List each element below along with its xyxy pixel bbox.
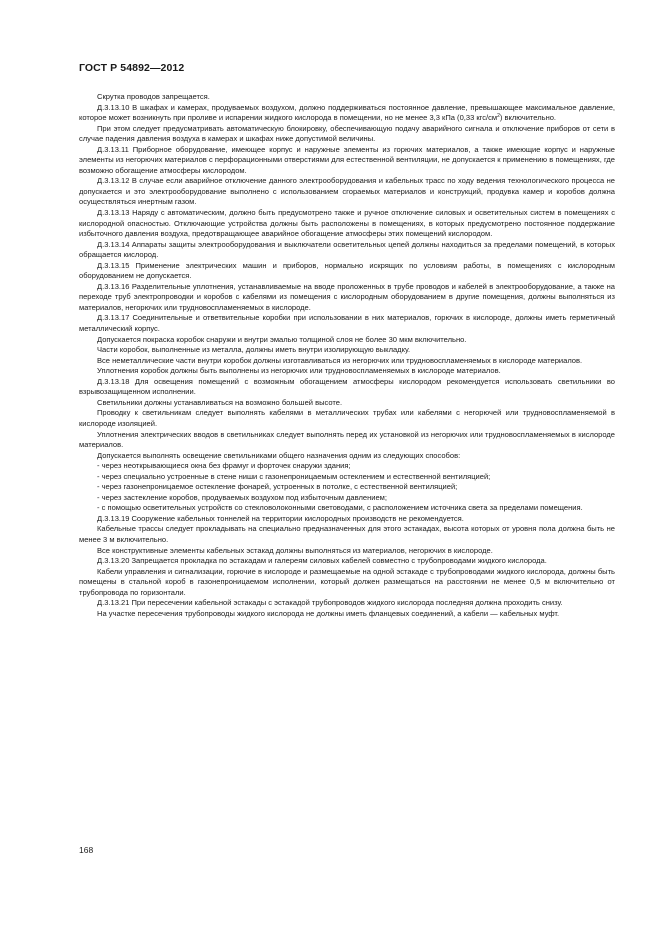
paragraph	[79, 103, 615, 124]
paragraph: Уплотнения коробок должны быть выполнены из негорючих или трудновоспламеняемых в кислороде материалов.	[97, 366, 501, 376]
document-header: ГОСТ Р 54892—2012	[79, 62, 185, 74]
paragraph: Все неметаллические части внутри коробок должны изготавливаться из негорючих или трудновоспламеняемых в кислороде материалов.	[97, 355, 583, 365]
paragraph: Уплотнения электрических вводов в светильниках следует выполнять перед их установкой из негорючих или трудновоспламеняемых в кислороде материалов.	[79, 429, 615, 450]
paragraph: Д.3.13.19 Сооружение кабельных тоннелей на территории кислородных производств не рекомендуется.	[97, 513, 464, 523]
paragraph: Допускается покраска коробок снаружи и внутри эмалью толщиной слоя не более 30 мкм включительно.	[97, 334, 467, 344]
paragraph: Д.3.13.17 Соединительные и ответвительные коробки при использовании в них материалов, горючих в кислороде, должны иметь герметичный металлический корпус.	[79, 313, 615, 334]
paragraph: Д.3.13.13 Наряду с автоматическим, должно быть предусмотрено также и ручное отключение силовых и осветительных систем в помещениях с кислородной опасностью. Отключающие устройства должны быть расположены в помещениях, в которых предусмотрено постоянное поддержание избыточного давления воздуха, предотвращающее аварийное обогащение атмосферы этих помещений кислородом.	[79, 208, 615, 239]
list-item: - через неоткрывающиеся окна без фрамуг и форточек снаружи здания;	[97, 461, 351, 471]
list-item: - через специально устроенные в стене ниши с газонепроницаемым остеклением и естественной вентиляцией;	[97, 471, 491, 481]
paragraph: Все конструктивные элементы кабельных эстакад должны выполняться из материалов, негорючих в кислороде.	[97, 545, 493, 555]
paragraph-text: Д.3.13.10 В шкафах и камерах, продуваемых воздухом, должно поддерживаться постоянное давление, превышающее максимальное давление, которое может возникнуть при проливе и испарении жидкого кислорода в помещении, но не менее 3,3 кПа (0,33 кгс/см	[79, 102, 615, 123]
superscript: 2	[497, 113, 500, 120]
list-item: - с помощью осветительных устройств со стекловолоконными световодами, с расположением источника света за пределами помещения.	[97, 503, 583, 513]
paragraph: Проводку к светильникам следует выполнять кабелями в металлических трубах или кабелями с негорючей или трудновоспламеняемой в кислороде изоляцией.	[79, 408, 615, 428]
paragraph-tail: ) включительно.	[499, 113, 557, 123]
paragraph: Д.3.13.14 Аппараты защиты электрооборудования и выключатели осветительных цепей должны находиться за пределами помещений, в которых обращается кислород.	[79, 239, 615, 260]
paragraph: Д.3.13.18 Для освещения помещений с возможным обогащением атмосферы кислородом рекомендуется использовать светильники во взрывозащищенном исполнении.	[79, 376, 615, 397]
paragraph: На участке пересечения трубопроводы жидкого кислорода не должны иметь фланцевых соединений, а кабели — кабельных муфт.	[97, 608, 560, 618]
paragraph: Д.3.13.15 Применение электрических машин и приборов, нормально искрящих по условиям работы, в помещениях с кислородным оборудованием не допускается.	[79, 260, 615, 281]
paragraph: Д.3.13.11 Приборное оборудование, имеющее корпус и наружные элементы из горючих материалов, а также имеющие корпус и наружные элементы из негорючих материалов с перфорационными отверстиями для естественной вентиляции, не допускается к применению в помещениях, где возможно обогащение атмосферы кислородом.	[79, 144, 615, 175]
paragraph: Части коробок, выполненные из металла, должны иметь внутри изолирующую выкладку.	[97, 345, 411, 355]
paragraph: Д.3.13.12 В случае если аварийное отключение данного электрооборудования и кабельных трасс по ходу ведения технологического процесса не допускается и это электрооборудование выполнено с использованием сгораемых материалов и конструкций, продувка камер и коробов должна осуществляться инертным газом.	[79, 176, 615, 207]
list-item: - через газонепроницаемое остекление фонарей, устроенных в потолке, с естественной вентиляцией;	[97, 482, 458, 492]
paragraph: Светильники должны устанавливаться на возможно большей высоте.	[97, 397, 343, 407]
list-item: - через застекление коробов, продуваемых воздухом под избыточным давлением;	[97, 492, 387, 502]
paragraph: Кабели управления и сигнализации, горючие в кислороде и размещаемые на одной эстакаде с трубопроводами жидкого кислорода, должны быть помещены в стальной короб в газонепроницаемом исполнении, который должен размещаться на расстоянии не менее 0,5 м включительно от трубопровода по горизонтали.	[79, 566, 615, 597]
paragraph: Допускается выполнять освещение светильниками общего назначения одним из следующих способов:	[97, 450, 461, 460]
paragraph: Д.3.13.16 Разделительные уплотнения, устанавливаемые на вводе проложенных в трубе проводов и кабелей в электрооборудование, а также на переходе труб электропроводки и коробов с кабелями из помещения с кислородным оборудованием в другие помещения, должны выполняться из материалов, негорючих или трудновоспламеняемых в кислороде.	[79, 281, 615, 312]
paragraph: Скрутка проводов запрещается.	[97, 92, 210, 101]
paragraph: Д.3.13.20 Запрещается прокладка по эстакадам и галереям силовых кабелей совместно с трубопроводами жидкого кислорода.	[97, 556, 547, 566]
page-number: 168	[79, 845, 94, 855]
document-body	[79, 92, 615, 619]
paragraph: Д.3.13.21 При пересечении кабельной эстакады с эстакадой трубопроводов жидкого кислорода последняя должна проходить снизу.	[97, 598, 563, 608]
paragraph: Кабельные трассы следует прокладывать на специально предназначенных для этого эстакадах, высота которых от уровня пола должна быть не менее 3 м включительно.	[79, 524, 615, 544]
paragraph: При этом следует предусматривать автоматическую блокировку, обеспечивающую подачу аварийного сигнала и отключение приборов от сети в случае падения давления воздуха в камерах и шкафах ниже допустимой величины.	[79, 123, 615, 144]
